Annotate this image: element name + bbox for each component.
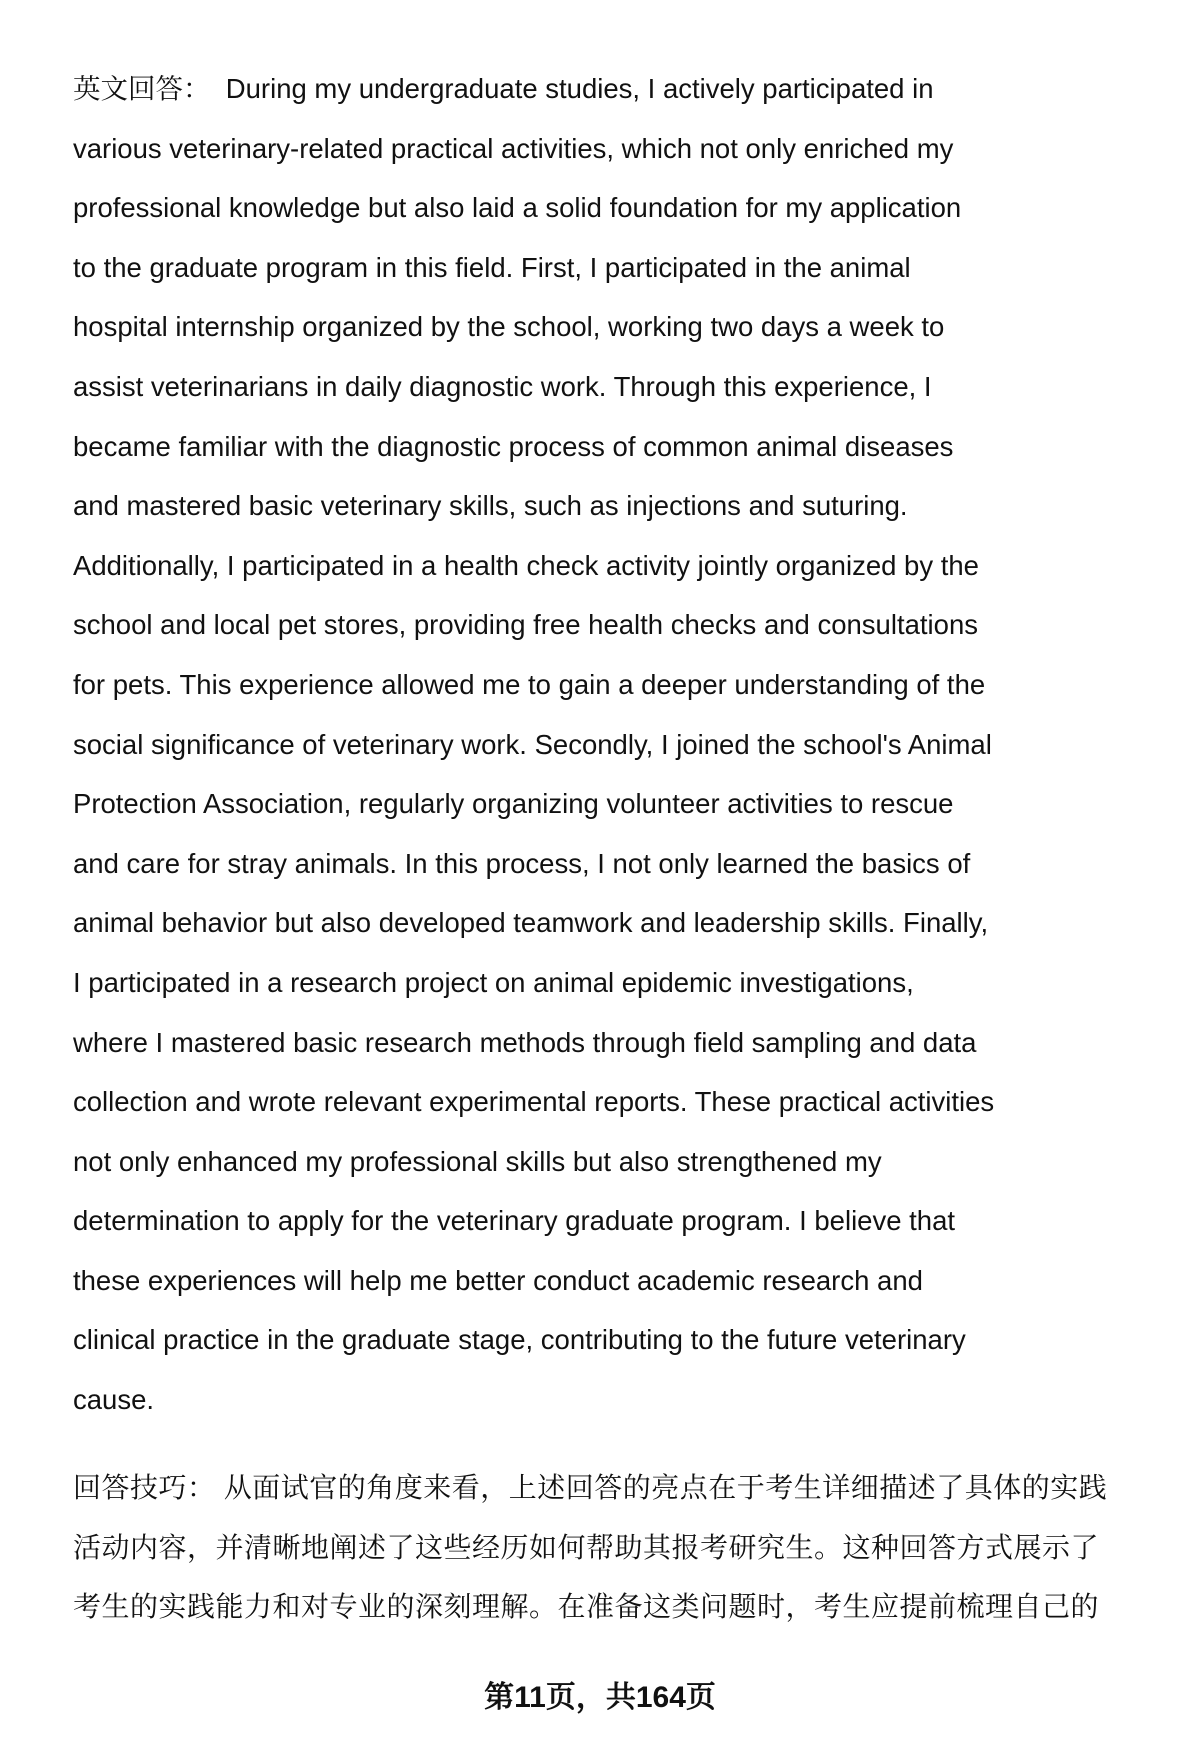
english-answer-paragraph: [73, 59, 1163, 1430]
text-line: [73, 1458, 1163, 1518]
text-line: and mastered basic veterinary skills, such as injections and suturing.: [73, 490, 908, 522]
text-line: [73, 59, 1163, 119]
text-line: school and local pet stores, providing free health checks and consultations: [73, 609, 978, 641]
page-indicator: 第11页，共164页: [484, 1681, 716, 1714]
text-line: animal behavior but also developed teamwork and leadership skills. Finally,: [73, 907, 989, 939]
text-line: social significance of veterinary work. Secondly, I joined the school's Animal: [73, 728, 992, 760]
text-line: determination to apply for the veterinary graduate program. I believe that: [73, 1205, 956, 1237]
text-line: professional knowledge but also laid a solid foundation for my application: [73, 192, 962, 224]
text-line: to the graduate program in this field. First, I participated in the animal: [73, 251, 911, 283]
text-line: hospital internship organized by the school, working two days a week to: [73, 311, 945, 343]
text-line: and care for stray animals. In this process, I not only learned the basics of: [73, 847, 971, 879]
text-line: these experiences will help me better conduct academic research and: [73, 1264, 923, 1296]
text-line: I participated in a research project on animal epidemic investigations,: [73, 966, 914, 998]
text-line: for pets. This experience allowed me to gain a deeper understanding of the: [73, 668, 986, 700]
answer-tips-paragraph: [73, 1458, 1163, 1637]
text-line: where I mastered basic research methods through field sampling and data: [73, 1026, 977, 1058]
text-line: cause.: [73, 1384, 155, 1416]
text-line: clinical practice in the graduate stage, contributing to the future veterinary: [73, 1324, 966, 1356]
text-line: 考生的实践能力和对专业的深刻理解。在准备这类问题时，考生应提前梳理自己的: [73, 1591, 1100, 1623]
answer-tips-label: 回答技巧：: [73, 1472, 216, 1503]
english-answer-label: 英文回答：: [73, 73, 211, 104]
text-line: assist veterinarians in daily diagnostic work. Through this experience, I: [73, 370, 932, 402]
text-line: not only enhanced my professional skills but also strengthened my: [73, 1145, 882, 1177]
line-text: During my undergraduate studies, I actively participated in: [225, 73, 934, 104]
text-line: various veterinary-related practical activities, which not only enriched my: [73, 132, 954, 164]
line-text: 从面试官的角度来看，上述回答的亮点在于考生详细描述了具体的实践: [223, 1472, 1108, 1503]
text-line: Protection Association, regularly organizing volunteer activities to rescue: [73, 788, 954, 820]
text-line: 活动内容，并清晰地阐述了这些经历如何帮助其报考研究生。这种回答方式展示了: [73, 1531, 1100, 1563]
text-line: became familiar with the diagnostic process of common animal diseases: [73, 430, 954, 462]
text-line: Additionally, I participated in a health check activity jointly organized by the: [73, 549, 979, 581]
text-line: collection and wrote relevant experimental reports. These practical activities: [73, 1086, 995, 1118]
